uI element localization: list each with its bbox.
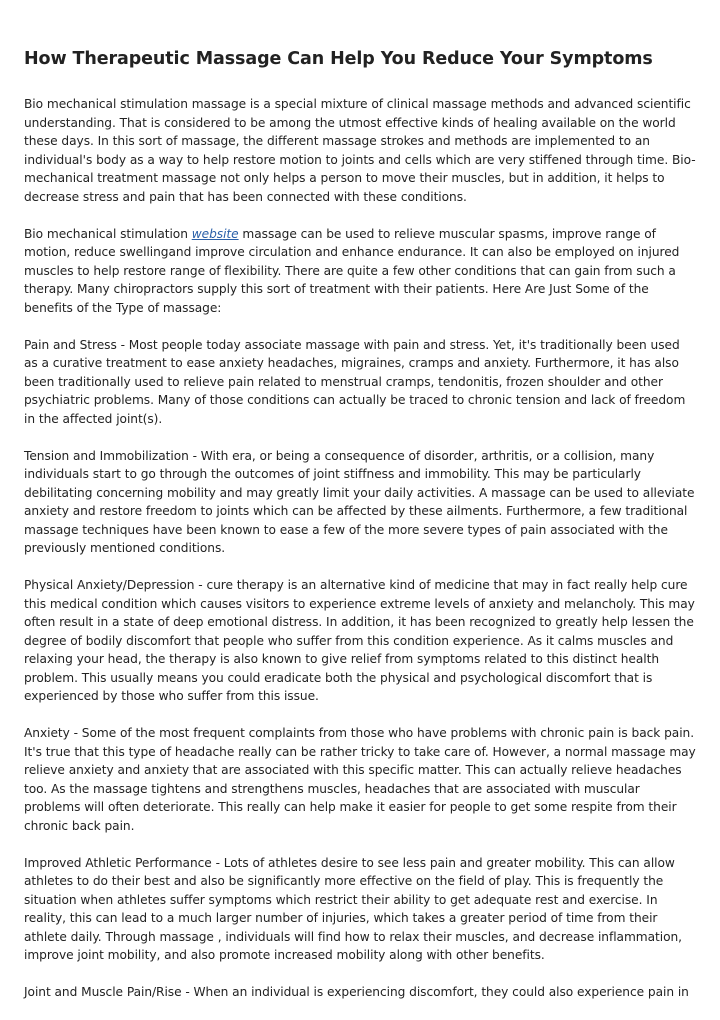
paragraph-4: Tension and Immobilization - With era, or being a consequence of disorder, arthritis, or a collision, many individuals start to go through the outcomes of joint stiffness and immobility. This may be particularly debilitating concerning mobility and may greatly limit your daily activities. A massage can be used to alleviate anxiety and restore freedom to joints which can be affected by these ailments. Furthermore, a few traditional massage techniques have been known to ease a few of the more severe types of pain associated with the previously mentioned conditions.	[24, 448, 695, 555]
paragraph-1: Bio mechanical stimulation massage is a special mixture of clinical massage methods and advanced scientific understanding. That is considered to be among the utmost effective kinds of healing available on the world these days. In this sort of massage, the different massage strokes and methods are implemented to an individual's body as a way to help restore motion to joints and cells which are very stiffened through time. Bio-mechanical treatment massage not only helps a person to move their muscles, but in addition, it helps to decrease stress and pain that has been connected with these conditions.	[24, 97, 696, 204]
paragraph-2	[24, 225, 696, 318]
article	[24, 46, 696, 1020]
paragraph-5: Physical Anxiety/Depression - cure therapy is an alternative kind of medicine that may in fact really help cure this medical condition which causes visitors to experience extreme levels of anxiety and melancholy. This may often result in a state of deep emotional distress. In addition, it has been recognized to greatly help lessen the degree of bodily discomfort that people who suffer from this condition experience. As it calms muscles and relaxing your head, the therapy is also known to give relief from symptoms related to this distinct health problem. This usually means you could eradicate both the physical and psychological discomfort that is experienced by those who suffer from this issue.	[24, 578, 695, 703]
paragraph-3: Pain and Stress - Most people today associate massage with pain and stress. Yet, it's traditionally been used as a curative treatment to ease anxiety headaches, migraines, cramps and anxiety. Furthermore, it has also been traditionally used to relieve pain related to menstrual cramps, tendonitis, frozen shoulder and other psychiatric problems. Many of those conditions can actually be traced to chronic tension and lack of freedom in the affected joint(s).	[24, 337, 686, 426]
website-link[interactable]: website	[191, 226, 239, 241]
paragraph-8: Joint and Muscle Pain/Rise - When an individual is experiencing discomfort, they could also experience pain in	[24, 985, 689, 999]
paragraph-2-end: massage can be used to relieve muscular spasms, improve range of motion, reduce swellingand improve circulation and enhance endurance. It can also be employed on injured muscles to help restore range of flexibility. There are quite a few other conditions that can gain from such a therapy. Many chiropractors supply this sort of treatment with their patients. Here Are Just Some of the benefits of the Type of massage:	[24, 226, 680, 315]
paragraph-6: Anxiety - Some of the most frequent complaints from those who have problems with chronic pain is back pain. It's true that this type of headache really can be rather tricky to take care of. However, a normal massage may relieve anxiety and anxiety that are associated with this specific matter. This can actually relieve headaches too. As the massage tightens and strengthens muscles, headaches that are associated with muscular problems will often deteriorate. This really can help make it easier for people to get some respite from their chronic back pain.	[24, 726, 696, 833]
paragraph-2-start: Bio mechanical stimulation	[24, 226, 192, 241]
paragraph-7: Improved Athletic Performance - Lots of athletes desire to see less pain and greater mobility. This can allow athletes to do their best and also be significantly more effective on the field of play. This is frequently the situation when athletes suffer symptoms which restrict their ability to get adequate rest and exercise. In reality, this can lead to a much larger number of injuries, which takes a greater period of time from their athlete daily. Through massage , individuals will find how to relax their muscles, and decrease inflammation, improve joint mobility, and also promote increased mobility along with other benefits.	[24, 855, 682, 962]
article-title: How Therapeutic Massage Can Help You Reduce Your Symptoms	[24, 49, 653, 69]
